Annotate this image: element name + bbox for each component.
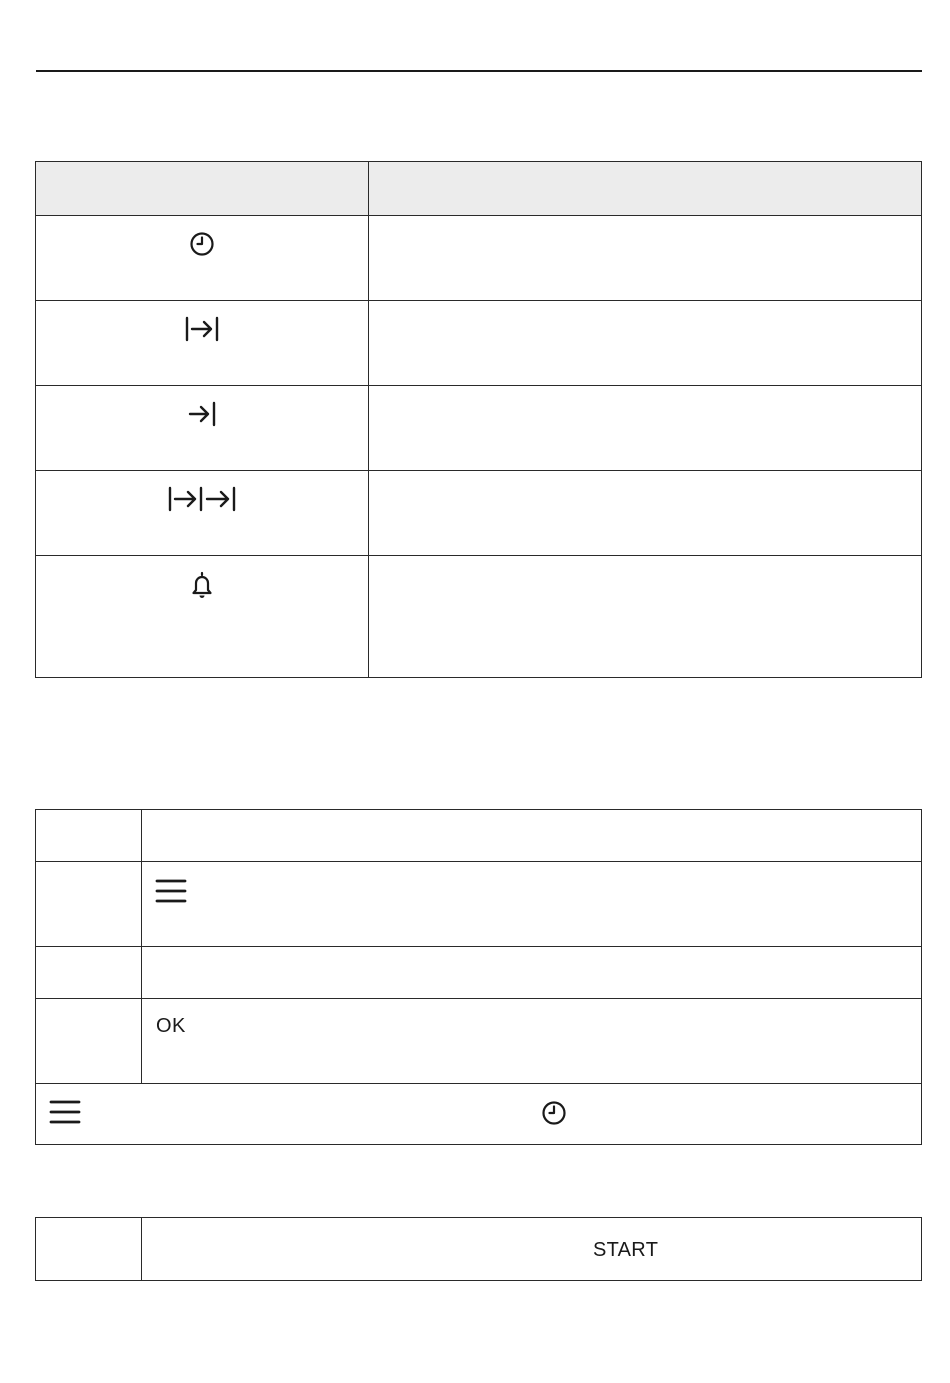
clock-functions-table	[35, 161, 922, 678]
table-row	[36, 386, 922, 471]
symbol-cell	[36, 301, 369, 386]
table-header-row	[36, 162, 922, 216]
menu-icon	[49, 1098, 81, 1126]
table-row	[36, 1218, 922, 1281]
table-row	[36, 216, 922, 301]
time-delay-icon	[167, 486, 237, 512]
symbol-cell	[36, 556, 369, 678]
symbol-cell	[36, 216, 369, 301]
step-text-cell	[142, 862, 922, 947]
note-cell	[36, 1084, 922, 1145]
symbol-cell	[36, 386, 369, 471]
step-text-cell	[142, 947, 922, 999]
table-footer-row	[36, 1084, 922, 1145]
step-text-cell	[142, 810, 922, 862]
end-time-arrow-icon	[187, 401, 217, 427]
description-cell	[369, 386, 922, 471]
step-number-cell	[36, 810, 142, 862]
table-row	[36, 471, 922, 556]
description-cell	[369, 556, 922, 678]
duration-arrow-icon	[184, 316, 220, 342]
step-number-cell	[36, 1218, 142, 1281]
header-cell-symbol	[36, 162, 369, 216]
clock-icon	[541, 1100, 567, 1126]
step-text-cell	[142, 999, 922, 1084]
description-cell	[369, 471, 922, 556]
step-number-cell	[36, 999, 142, 1084]
table-row	[36, 999, 922, 1084]
table-row	[36, 301, 922, 386]
start-label: START	[593, 1239, 659, 1261]
step-text-cell	[142, 1218, 922, 1281]
header-rule	[36, 70, 922, 72]
start-step-table	[35, 1217, 922, 1281]
setting-steps-table	[35, 809, 922, 1145]
description-cell	[369, 301, 922, 386]
table-row	[36, 862, 922, 947]
step-number-cell	[36, 862, 142, 947]
table-row	[36, 556, 922, 678]
bell-icon	[189, 571, 215, 599]
description-cell	[369, 216, 922, 301]
table-row	[36, 810, 922, 862]
header-cell-description	[369, 162, 922, 216]
step-number-cell	[36, 947, 142, 999]
menu-icon	[155, 877, 921, 905]
ok-label: OK	[156, 1015, 186, 1037]
table-row	[36, 947, 922, 999]
symbol-cell	[36, 471, 369, 556]
clock-icon	[189, 231, 215, 257]
